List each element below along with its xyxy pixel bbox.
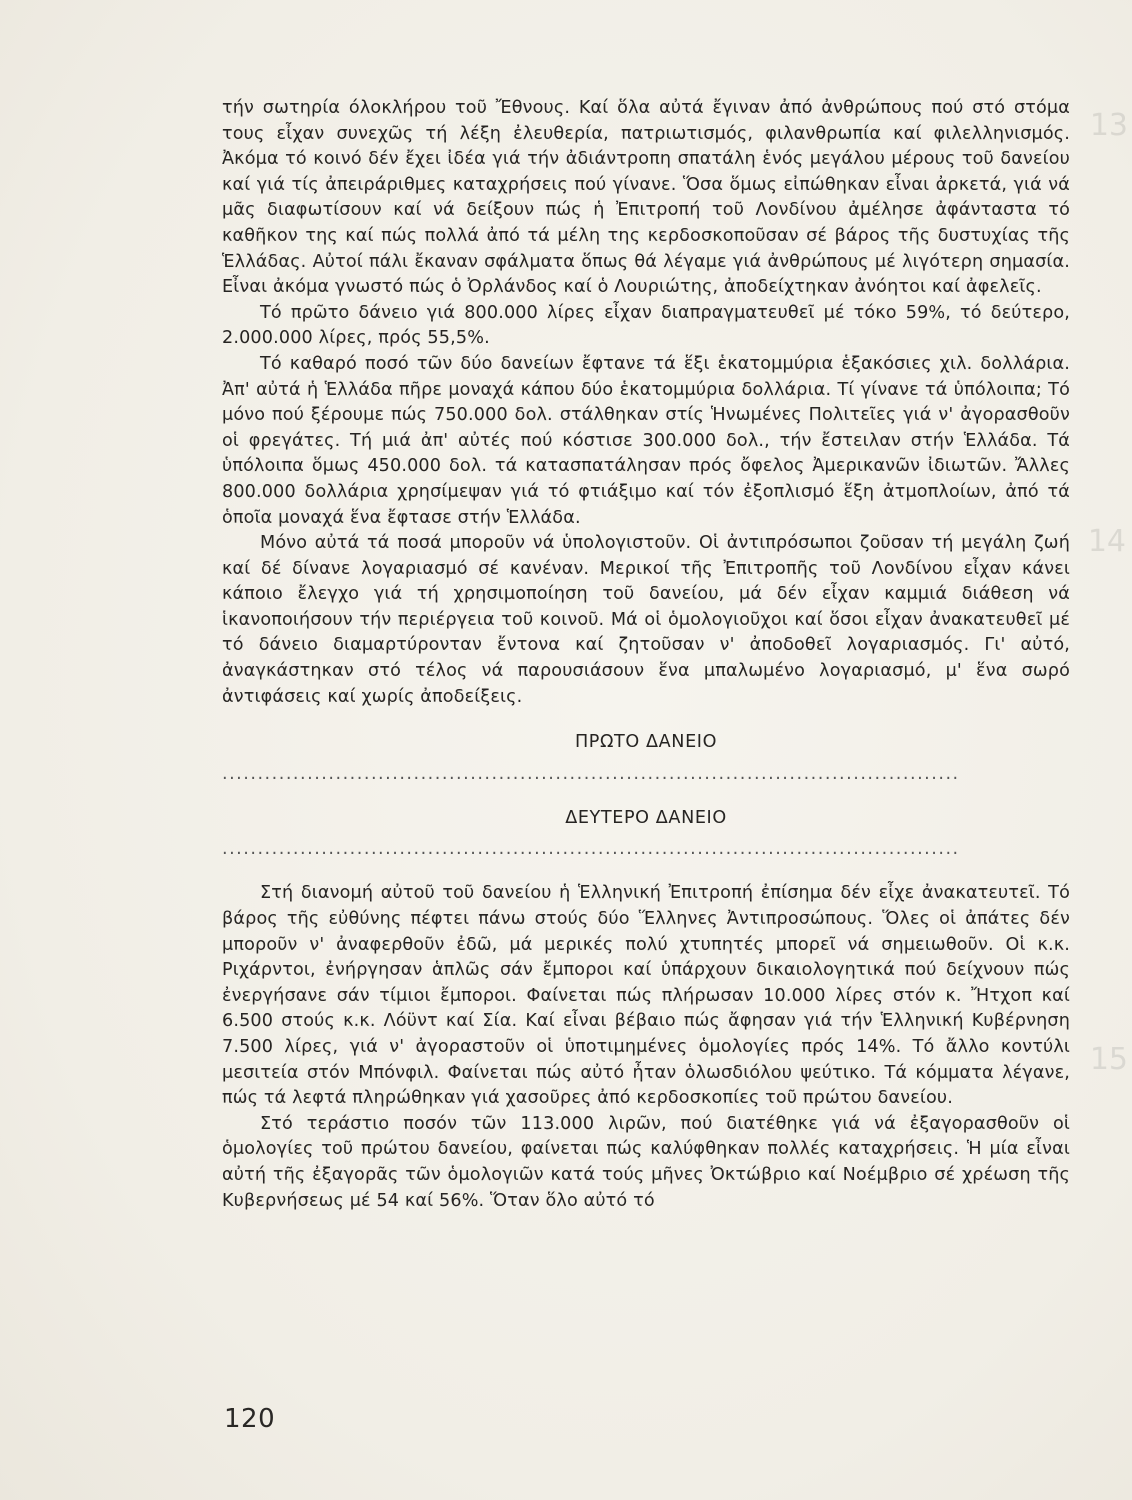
paragraph: Μόνο αὐτά τά ποσά μποροῦν νά ὑπολογιστοῦν. Οἱ ἀντιπρόσωποι ζοῦσαν τή μεγάλη ζωή καί δέ δίνανε λογαριασμό σέ κανέναν. Μερικοί τῆς Ἐπιτροπῆς τοῦ Λονδίνου εἶχαν κάνει κάποιο ἔλεγχο γιά τή χρησιμοποίηση τοῦ δανείου, μά δέν εἶχαν καμμιά διάθεση νά ἱκανοποιήσουν τήν περιέργεια τοῦ κοινοῦ. Μά οἱ ὁμολογιοῦχοι καί ὅσοι εἶχαν ἀνακατευθεῖ μέ τό δάνειο διαμαρτύρονταν ἔντονα καί ζητοῦσαν ν' ἀποδοθεῖ λογαριασμός. Γι' αὐτό, ἀναγκάστηκαν στό τέλος νά παρουσιάσουν ἕνα μπαλωμένο λογαριασμό, μ' ἕνα σωρό ἀντιφάσεις καί χωρίς ἀποδείξεις. bbox=[222, 533, 1070, 707]
paragraph: Στό τεράστιο ποσόν τῶν 113.000 λιρῶν, πού διατέθηκε γιά νά ἐξαγορασθοῦν οἱ ὁμολογίες τοῦ πρώτου δανείου, φαίνεται πώς καλύφθηκαν πολλές καταχρήσεις. Ἡ μία εἶναι αὐτή τῆς ἐξαγορᾶς τῶν ὁμολογιῶν κατά τούς μῆνες Ὀκτώβριο καί Νοέμβριο σέ χρέωση τῆς Κυβερνήσεως μέ 54 καί 56%. Ὅταν ὅλο αὐτό τό bbox=[222, 1113, 1070, 1211]
paragraph: Τό καθαρό ποσό τῶν δύο δανείων ἔφτανε τά ἕξι ἑκατομμύρια ἑξακόσιες χιλ. δολλάρια. Ἀπ' αὐτά ἡ Ἑλλάδα πῆρε μοναχά κάπου δύο ἑκατομμύρια δολλάρια. Τί γίνανε τά ὑπόλοιπα; Τό μόνο πού ξέρουμε πώς 750.000 δολ. στάλθηκαν στίς Ἡνωμένες Πολιτεῖες γιά ν' ἀγορασθοῦν οἱ φρεγάτες. Τή μιά ἀπ' αὐτές πού κόστισε 300.000 δολ., τήν ἔστειλαν στήν Ἑλλάδα. Τά ὑπόλοιπα ὅμως 450.000 δολ. τά κατασπατάλησαν πρός ὄφελος Ἀμερικανῶν ἰδιωτῶν. Ἄλλες 800.000 δολλάρια χρησίμεψαν γιά τό φτιάξιμο καί τόν ἐξοπλισμό ἕξη ἀτμοπλοίων, ἀπό τά ὁποῖα μοναχά ἕνα ἔφτασε στήν Ἑλλάδα. bbox=[222, 353, 1070, 528]
section-heading-first-loan: ΠΡΩΤΟ ΔΑΝΕΙΟ bbox=[574, 732, 718, 753]
section-heading-second-loan: ΔΕΥΤΕΡΟ ΔΑΝΕΙΟ bbox=[565, 807, 727, 828]
body-text bbox=[222, 96, 1070, 1214]
paragraph: Στή διανομή αὐτοῦ τοῦ δανείου ἡ Ἑλληνική Ἐπιτροπή ἐπίσημα δέν εἶχε ἀνακατευτεῖ. Τό βάρος τῆς εὐθύνης πέφτει πάνω στούς δύο Ἕλληνες Ἀντιπροσώπους. Ὅλες οἱ ἀπάτες δέν μποροῦν ν' ἀναφερθοῦν ἐδῶ, μά μερικές πολύ χτυπητές μπορεῖ νά σημειωθοῦν. Οἱ κ.κ. Ριχάρντοι, ἐνήργησαν ἁπλῶς σάν ἔμποροι καί ὑπάρχουν δικαιολογητικά πού δείχνουν πώς ἐνεργήσανε σάν τίμιοι ἔμποροι. Φαίνεται πώς πλήρωσαν 10.000 λίρες στόν κ. Ἤτχοπ καί 6.500 στούς κ.κ. Λόϋντ καί Σία. Καί εἶναι βέβαιο πώς ἄφησαν γιά τήν Ἑλληνική Κυβέρνηση 7.500 λίρες, γιά ν' ἀγοραστοῦν οἱ ὑποτιμημένες ὁμολογίες πρός 14%. Τό ἄλλο κοντύλι μεσιτεία στόν Μπόνφιλ. Φαίνεται πώς αὐτό ἦταν ὁλωσδιόλου ψεύτικο. Τά κόμματα λέγανε, πώς τά λεφτά πληρώθηκαν γιά χασοῦρες ἀπό κερδοσκοπίες τοῦ πρώτου δανείου. bbox=[222, 883, 1070, 1109]
bleed-through-number: 13 bbox=[1089, 108, 1128, 143]
paragraph: τήν σωτηρία όλοκλήρου τοῦ Ἔθνους. Καί ὅλα αὐτά ἔγιναν ἀπό ἀνθρώπους πού στό στόμα τους εἶχαν συνεχῶς τή λέξη ἐλευθερία, πατριωτισμός, φιλανθρωπία καί φιλελληνισμός. Ἀκόμα τό κοινό δέν ἔχει ἰδέα γιά τήν ἀδιάντροπη σπατάλη ἑνός μεγάλου μέρους τοῦ δανείου καί γιά τίς ἀπειράριθμες καταχρήσεις πού γίνανε. Ὅσα ὅμως εἰπώθηκαν εἶναι ἀρκετά, γιά νά μᾶς διαφωτίσουν καί νά δείξουν πώς ἡ Ἐπιτροπή τοῦ Λονδίνου ἀμέλησε ἀφάνταστα τό καθῆκον της καί πώς πολλά ἀπό τά μέλη της κερδοσκοποῦσαν σέ βάρος τῆς δυστυχίας τῆς Ἑλλάδας. Αὐτοί πάλι ἔκαναν σφάλματα ὅπως θά λέγαμε γιά ἀνθρώπους μέ λιγότερη σημασία. Εἶναι ἀκόμα γνωστό πώς ὁ Ὀρλάνδος καί ὁ Λουριώτης, ἀποδείχτηκαν ἀνόητοι καί ἀφελεῖς. bbox=[222, 98, 1070, 298]
bleed-through-number: 15 bbox=[1089, 1042, 1128, 1077]
paragraph: Τό πρῶτο δάνειο γιά 800.000 λίρες εἶχαν διαπραγματευθεῖ μέ τόκο 59%, τό δεύτερο, 2.000.000 λίρες, πρός 55,5%. bbox=[222, 302, 1070, 349]
page-number: 120 bbox=[224, 1404, 276, 1434]
bleed-through-number: 14 bbox=[1087, 524, 1126, 559]
dotted-leader: ........................................................................................................ bbox=[222, 763, 960, 784]
dotted-leader: ........................................................................................................ bbox=[222, 839, 960, 860]
